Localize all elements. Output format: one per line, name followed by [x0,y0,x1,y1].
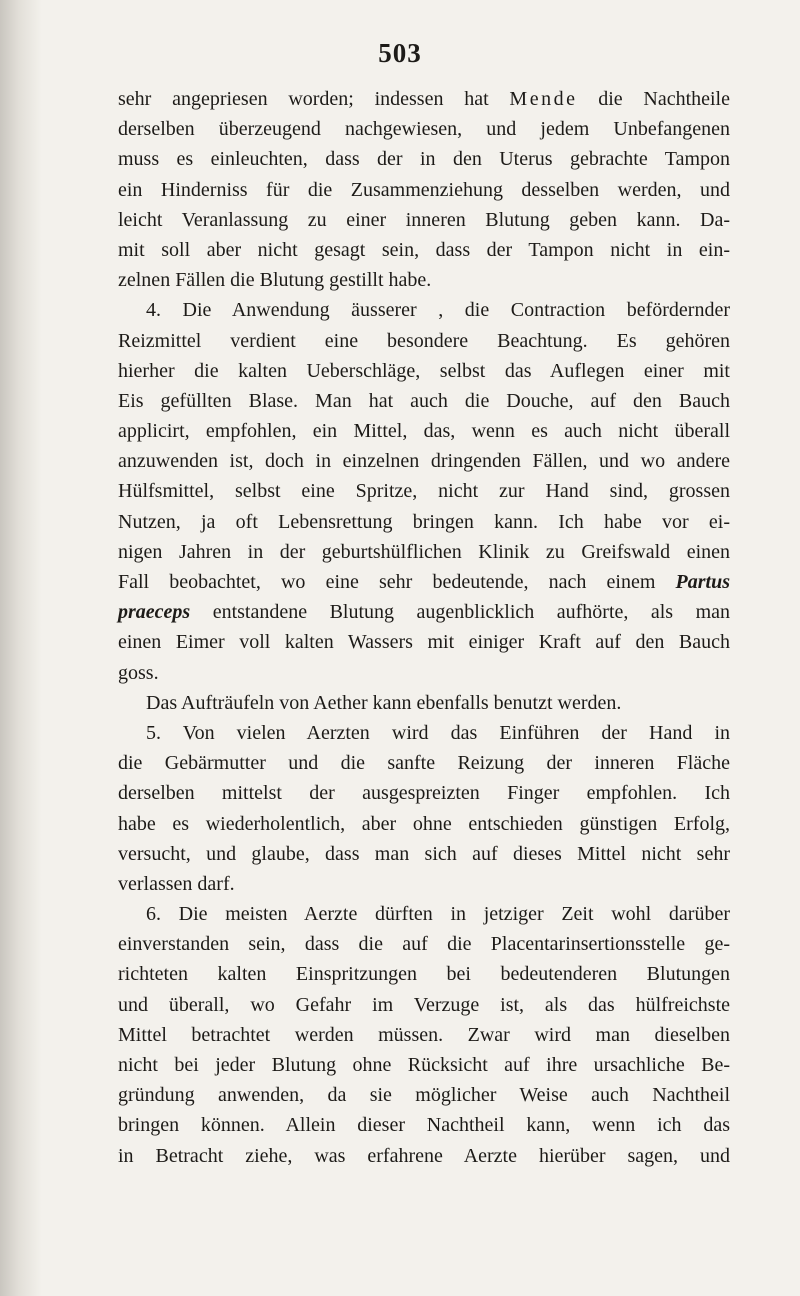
line-text: Das Aufträufeln von Aether kann ebenfalls benutzt werden. [146,691,622,714]
text-line [118,84,730,114]
text-line [118,869,730,899]
line-text: nicht bei jeder Blutung ohne Rücksicht auf ihre ursachliche Be- [118,1054,730,1076]
text-line [118,175,730,205]
line-text: muss es einleuchten, dass der in den Uterus gebrachte Tampon [118,148,730,171]
page-edge-shadow [0,0,42,1296]
page-number: 503 [378,38,422,68]
text-line [118,507,730,537]
line-text: sehr angepriesen worden; indessen hat [118,88,510,110]
text-line [118,205,730,235]
text-line [118,959,730,989]
line-text: Nutzen, ja oft Lebensrettung bringen kann. Ich habe vor ei- [118,510,730,533]
line-text: die Gebärmutter und die sanfte Reizung der inneren Fläche [118,752,730,775]
text-line [118,658,730,688]
text-line [118,1050,730,1080]
line-text: gründung anwenden, da sie möglicher Weise auch Nachtheil [118,1084,730,1107]
text-line [118,114,730,144]
line-text: zelnen Fällen die Blutung gestillt habe. [118,269,432,292]
italic-term: praeceps [118,601,191,624]
text-line [118,446,730,476]
line-text: richteten kalten Einspritzungen bei bedeutenderen Blutungen [118,963,730,986]
text-line [118,748,730,778]
line-text: derselben überzeugend nachgewiesen, und jedem Unbefangenen [118,118,730,141]
body-text [118,84,730,1171]
line-text: bringen können. Allein dieser Nachtheil kann, wenn ich das [118,1114,730,1137]
text-line [118,627,730,657]
line-text: goss. [118,661,159,684]
text-line [118,990,730,1020]
line-text: Reizmittel verdient eine besondere Beachtung. Es gehören [118,329,730,352]
line-text: versucht, und glaube, dass man sich auf dieses Mittel nicht sehr [118,842,730,865]
line-text: 4. Die Anwendung äusserer , die Contraction befördernder [146,299,730,322]
text-line [118,809,730,839]
line-text: Mittel betrachtet werden müssen. Zwar wird man dieselben [118,1023,730,1046]
line-text: und überall, wo Gefahr im Verzuge ist, als das hülfreichste [118,993,730,1016]
text-line [118,929,730,959]
author-name: Mende [509,88,578,110]
line-text: habe es wiederholentlich, aber ohne entschieden günstigen Erfolg, [118,812,730,835]
line-text: mit soll aber nicht gesagt sein, dass der Tampon nicht in ein- [118,238,730,261]
line-text: 5. Von vielen Aerzten wird das Einführen der Hand in [146,721,730,744]
text-line [118,265,730,295]
text-line [118,839,730,869]
text-line [118,326,730,356]
text-line [118,718,730,748]
line-text: anzuwenden ist, doch in einzelnen dringenden Fällen, und wo andere [118,450,730,473]
line-text: applicirt, empfohlen, ein Mittel, das, wenn es auch nicht überall [118,420,730,443]
line-text: 6. Die meisten Aerzte dürften in jetziger Zeit wohl darüber [146,903,730,926]
line-text: ein Hinderniss für die Zusammenziehung desselben werden, und [118,178,730,201]
line-text: entstandene Blutung augenblicklich aufhörte, als man [190,601,730,624]
line-text: einverstanden sein, dass die auf die Placentarinsertionsstelle ge- [118,933,730,956]
text-line [118,295,730,325]
line-text: hierher die kalten Ueberschläge, selbst das Auflegen einer mit [118,359,730,382]
text-line [118,144,730,174]
line-text: Hülfsmittel, selbst eine Spritze, nicht zur Hand sind, grossen [118,480,730,503]
italic-term: Partus [675,571,730,593]
line-text: die Nachtheile [577,88,730,110]
line-text: Eis gefüllten Blase. Man hat auch die Douche, auf den Bauch [118,389,730,412]
text-line [118,597,730,627]
text-line [118,899,730,929]
text-line [118,235,730,265]
text-line [118,778,730,808]
text-line [118,688,730,718]
text-line [118,1110,730,1140]
text-line [118,386,730,416]
line-text: derselben mittelst der ausgespreizten Finger empfohlen. Ich [118,782,730,805]
line-text: nigen Jahren in der geburtshülflichen Klinik zu Greifswald einen [118,540,730,563]
line-text: Fall beobachtet, wo eine sehr bedeutende, nach einem [118,571,676,593]
text-line [118,537,730,567]
line-text: verlassen darf. [118,872,235,895]
line-text: in Betracht ziehe, was erfahrene Aerzte hierüber sagen, und [118,1144,730,1167]
text-line [118,476,730,506]
text-line [118,1020,730,1050]
text-line [118,567,730,597]
line-text: leicht Veranlassung zu einer inneren Blutung geben kann. Da- [118,208,730,231]
line-text: einen Eimer voll kalten Wassers mit einiger Kraft auf den Bauch [118,631,730,654]
text-line [118,416,730,446]
text-line [118,1080,730,1110]
text-line [118,356,730,386]
text-line [118,1141,730,1171]
